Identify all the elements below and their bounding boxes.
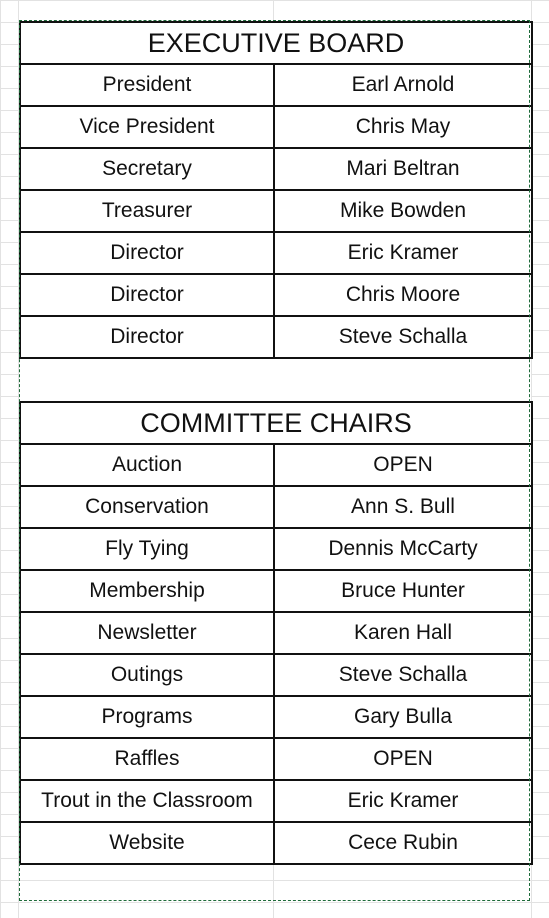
name-cell[interactable]: Gary Bulla (274, 696, 532, 738)
role-cell[interactable]: Auction (20, 444, 274, 486)
role-cell[interactable]: Conservation (20, 486, 274, 528)
committee-chairs-title[interactable]: COMMITTEE CHAIRS (20, 402, 532, 444)
role-cell[interactable]: Fly Tying (20, 528, 274, 570)
role-cell[interactable]: Vice President (20, 106, 274, 148)
table-row (20, 190, 532, 232)
role-cell[interactable]: Raffles (20, 738, 274, 780)
table-row (20, 106, 532, 148)
roster-range[interactable] (19, 21, 531, 865)
name-cell[interactable]: OPEN (274, 444, 532, 486)
table-row (20, 444, 532, 486)
role-cell[interactable]: Website (20, 822, 274, 864)
name-cell[interactable]: Cece Rubin (274, 822, 532, 864)
role-cell[interactable]: Secretary (20, 148, 274, 190)
table-row (20, 654, 532, 696)
name-cell[interactable]: Earl Arnold (274, 64, 532, 106)
name-cell[interactable]: OPEN (274, 738, 532, 780)
empty-row[interactable] (19, 359, 531, 401)
name-cell[interactable]: Chris Moore (274, 274, 532, 316)
name-cell[interactable]: Dennis McCarty (274, 528, 532, 570)
table-row (20, 822, 532, 864)
committee-chairs-table (19, 401, 533, 865)
name-cell[interactable]: Eric Kramer (274, 780, 532, 822)
table-row (20, 232, 532, 274)
table-row (20, 486, 532, 528)
table-row (20, 274, 532, 316)
role-cell[interactable]: Outings (20, 654, 274, 696)
role-cell[interactable]: Director (20, 316, 274, 358)
name-cell[interactable]: Karen Hall (274, 612, 532, 654)
table-row (20, 696, 532, 738)
table-row (20, 612, 532, 654)
executive-board-title[interactable]: EXECUTIVE BOARD (20, 22, 532, 64)
name-cell[interactable]: Steve Schalla (274, 316, 532, 358)
role-cell[interactable]: Director (20, 274, 274, 316)
role-cell[interactable]: Trout in the Classroom (20, 780, 274, 822)
name-cell[interactable]: Ann S. Bull (274, 486, 532, 528)
table-row (20, 738, 532, 780)
executive-board-table (19, 21, 533, 359)
name-cell[interactable]: Eric Kramer (274, 232, 532, 274)
name-cell[interactable]: Steve Schalla (274, 654, 532, 696)
role-cell[interactable]: President (20, 64, 274, 106)
name-cell[interactable]: Mari Beltran (274, 148, 532, 190)
role-cell[interactable]: Programs (20, 696, 274, 738)
role-cell[interactable]: Newsletter (20, 612, 274, 654)
name-cell[interactable]: Chris May (274, 106, 532, 148)
role-cell[interactable]: Treasurer (20, 190, 274, 232)
table-row (20, 528, 532, 570)
name-cell[interactable]: Bruce Hunter (274, 570, 532, 612)
executive-board-header-row (20, 22, 532, 64)
table-row (20, 316, 532, 358)
role-cell[interactable]: Membership (20, 570, 274, 612)
committee-chairs-header-row (20, 402, 532, 444)
table-row (20, 148, 532, 190)
table-row (20, 570, 532, 612)
table-row (20, 780, 532, 822)
name-cell[interactable]: Mike Bowden (274, 190, 532, 232)
role-cell[interactable]: Director (20, 232, 274, 274)
table-row (20, 64, 532, 106)
